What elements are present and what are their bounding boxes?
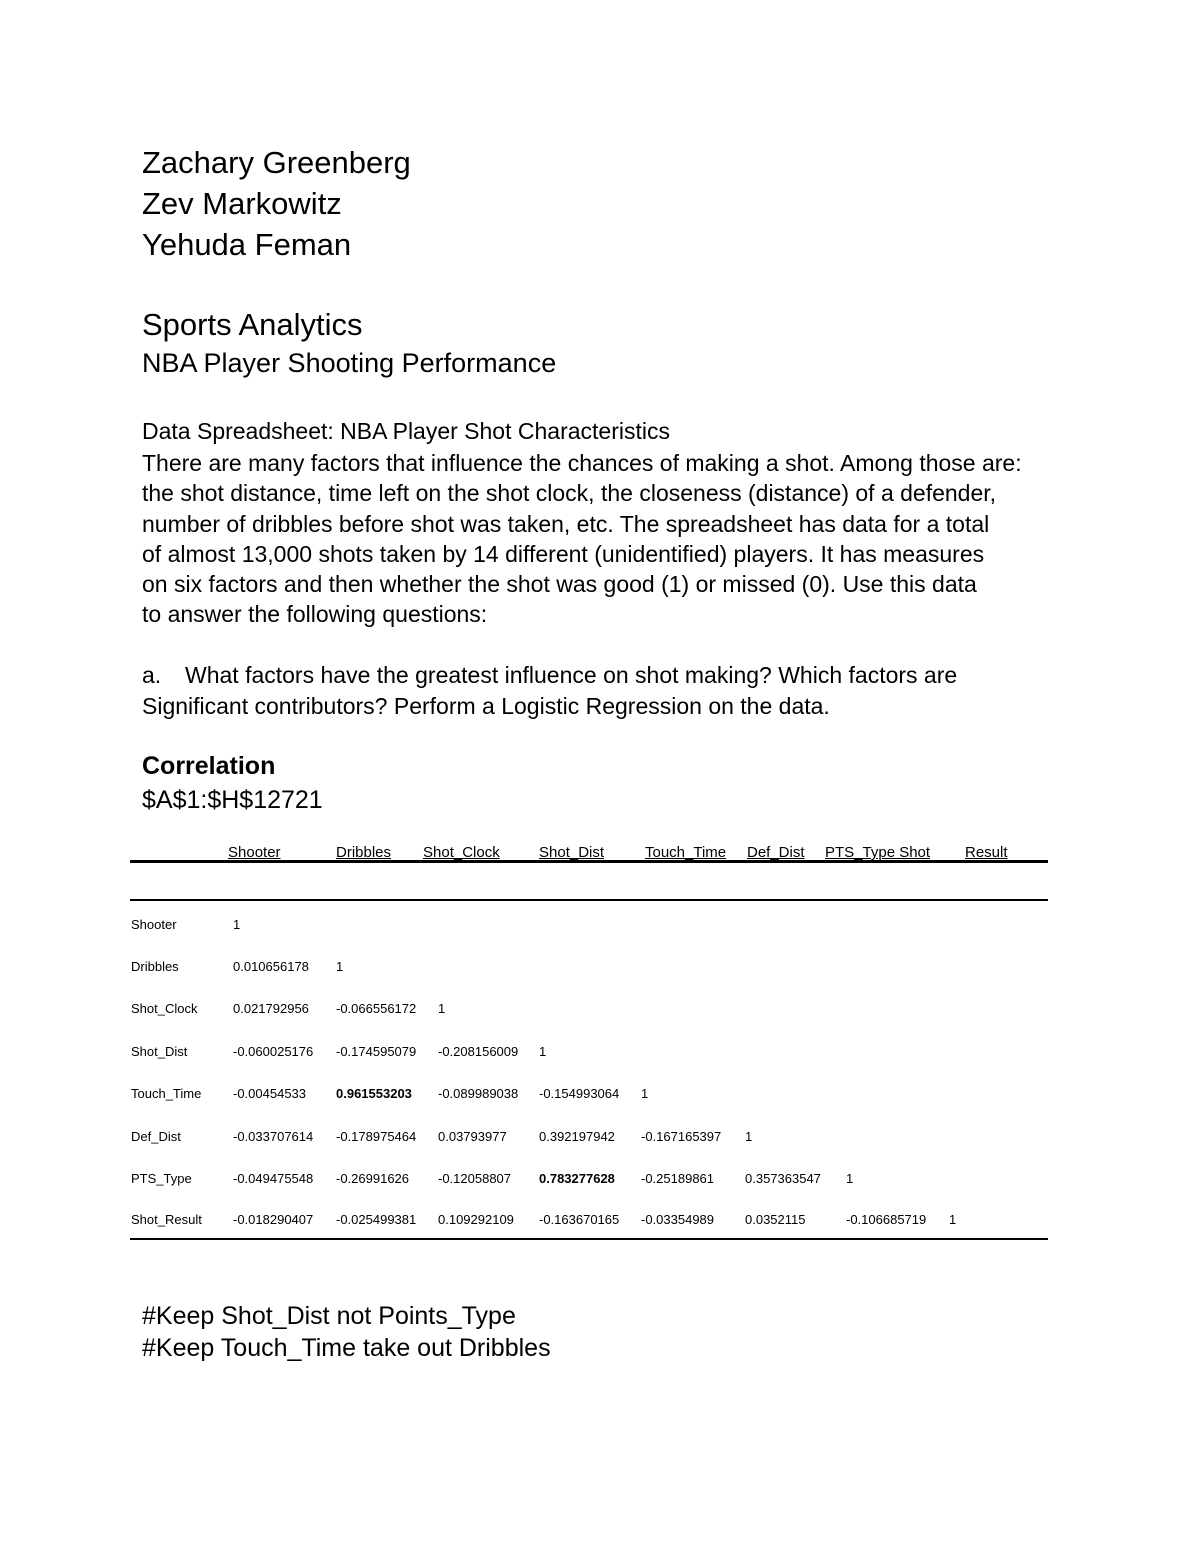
correlation-cell: 0.0352115 xyxy=(745,1212,806,1227)
correlation-cell: -0.163670165 xyxy=(539,1212,620,1227)
column-header: PTS_Type Shot xyxy=(825,844,931,861)
intro-line: to answer the following questions: xyxy=(142,601,488,628)
correlation-cell: -0.208156009 xyxy=(438,1044,519,1059)
author-list xyxy=(142,142,411,265)
row-label: Shot_Result xyxy=(131,1212,202,1227)
correlation-cell: 0.021792956 xyxy=(233,1001,309,1016)
correlation-range: $A$1:$H$12721 xyxy=(142,786,323,814)
row-label: Dribbles xyxy=(131,959,179,974)
row-label: Touch_Time xyxy=(131,1086,202,1101)
question-text-line: Significant contributors? Perform a Logistic Regression on the data. xyxy=(142,693,830,719)
correlation-cell: -0.154993064 xyxy=(539,1086,620,1101)
correlation-cell: -0.167165397 xyxy=(641,1129,722,1144)
column-header: Shot_Clock xyxy=(423,844,500,861)
row-label: Shot_Dist xyxy=(131,1044,188,1059)
correlation-cell: 0.783277628 xyxy=(539,1171,615,1186)
correlation-cell: -0.018290407 xyxy=(233,1212,314,1227)
correlation-cell: -0.060025176 xyxy=(233,1044,314,1059)
correlation-table xyxy=(130,838,1048,1242)
intro-line: the shot distance, time left on the shot clock, the closeness (distance) of a defender, xyxy=(142,480,997,507)
correlation-cell: 1 xyxy=(641,1086,649,1101)
correlation-cell: 1 xyxy=(539,1044,547,1059)
correlation-cell: -0.12058807 xyxy=(438,1171,512,1186)
column-header: Def_Dist xyxy=(747,844,805,861)
correlation-cell: -0.03354989 xyxy=(641,1212,715,1227)
correlation-cell: -0.178975464 xyxy=(336,1129,417,1144)
author-name: Zev Markowitz xyxy=(142,186,342,221)
correlation-cell: 1 xyxy=(233,917,241,932)
correlation-cell: -0.174595079 xyxy=(336,1044,417,1059)
correlation-cell: -0.089989038 xyxy=(438,1086,519,1101)
correlation-cell: -0.25189861 xyxy=(641,1171,715,1186)
correlation-cell: 0.357363547 xyxy=(745,1171,821,1186)
question-letter: a. xyxy=(142,662,162,688)
correlation-cell: 0.03793977 xyxy=(438,1129,507,1144)
row-label: Def_Dist xyxy=(131,1129,181,1144)
question-a xyxy=(142,660,957,722)
correlation-cell: 1 xyxy=(745,1129,753,1144)
row-label: PTS_Type xyxy=(131,1171,192,1186)
author-name: Zachary Greenberg xyxy=(142,145,411,180)
intro-line: There are many factors that influence the chances of making a shot. Among those are: xyxy=(142,450,1022,476)
column-header: Result xyxy=(965,844,1008,861)
correlation-cell: -0.106685719 xyxy=(846,1212,927,1227)
column-header: Touch_Time xyxy=(645,844,727,861)
correlation-cell: -0.066556172 xyxy=(336,1001,417,1016)
correlation-cell: 1 xyxy=(949,1212,957,1227)
correlation-cell: 0.109292109 xyxy=(438,1212,514,1227)
dataset-heading: Data Spreadsheet: NBA Player Shot Characteristics xyxy=(142,418,670,444)
correlation-cell: 1 xyxy=(846,1171,854,1186)
note-line: #Keep Shot_Dist not Points_Type xyxy=(142,1302,516,1330)
row-label: Shot_Clock xyxy=(131,1001,198,1016)
intro-line: number of dribbles before shot was taken, etc. The spreadsheet has data for a total xyxy=(142,510,990,537)
correlation-cell: -0.26991626 xyxy=(336,1171,410,1186)
correlation-heading: Correlation xyxy=(142,752,276,780)
course-title: Sports Analytics xyxy=(142,307,363,342)
intro-line: on six factors and then whether the shot was good (1) or missed (0). Use this data xyxy=(142,571,977,598)
intro-paragraph xyxy=(142,448,1182,630)
author-name: Yehuda Feman xyxy=(142,227,352,262)
column-header: Shooter xyxy=(228,844,281,861)
question-text-line: What factors have the greatest influence on shot making? Which factors are xyxy=(185,662,958,688)
correlation-cell: 0.010656178 xyxy=(233,959,309,974)
correlation-cell: 0.961553203 xyxy=(336,1086,412,1101)
correlation-cell: -0.033707614 xyxy=(233,1129,314,1144)
analysis-notes xyxy=(142,1300,551,1364)
note-line: #Keep Touch_Time take out Dribbles xyxy=(142,1334,551,1362)
column-header: Shot_Dist xyxy=(539,844,605,861)
intro-line: of almost 13,000 shots taken by 14 different (unidentified) players. It has measures xyxy=(142,540,985,567)
correlation-cell: -0.025499381 xyxy=(336,1212,417,1227)
correlation-cell: 1 xyxy=(336,959,344,974)
table-header-rule xyxy=(130,899,1048,901)
project-subtitle: NBA Player Shooting Performance xyxy=(142,348,557,378)
table-bottom-rule xyxy=(130,1238,1048,1240)
correlation-cell: -0.049475548 xyxy=(233,1171,314,1186)
row-label: Shooter xyxy=(131,917,177,932)
correlation-cell: 0.392197942 xyxy=(539,1129,615,1144)
column-header: Dribbles xyxy=(336,844,392,861)
correlation-cell: -0.00454533 xyxy=(233,1086,307,1101)
correlation-cell: 1 xyxy=(438,1001,446,1016)
